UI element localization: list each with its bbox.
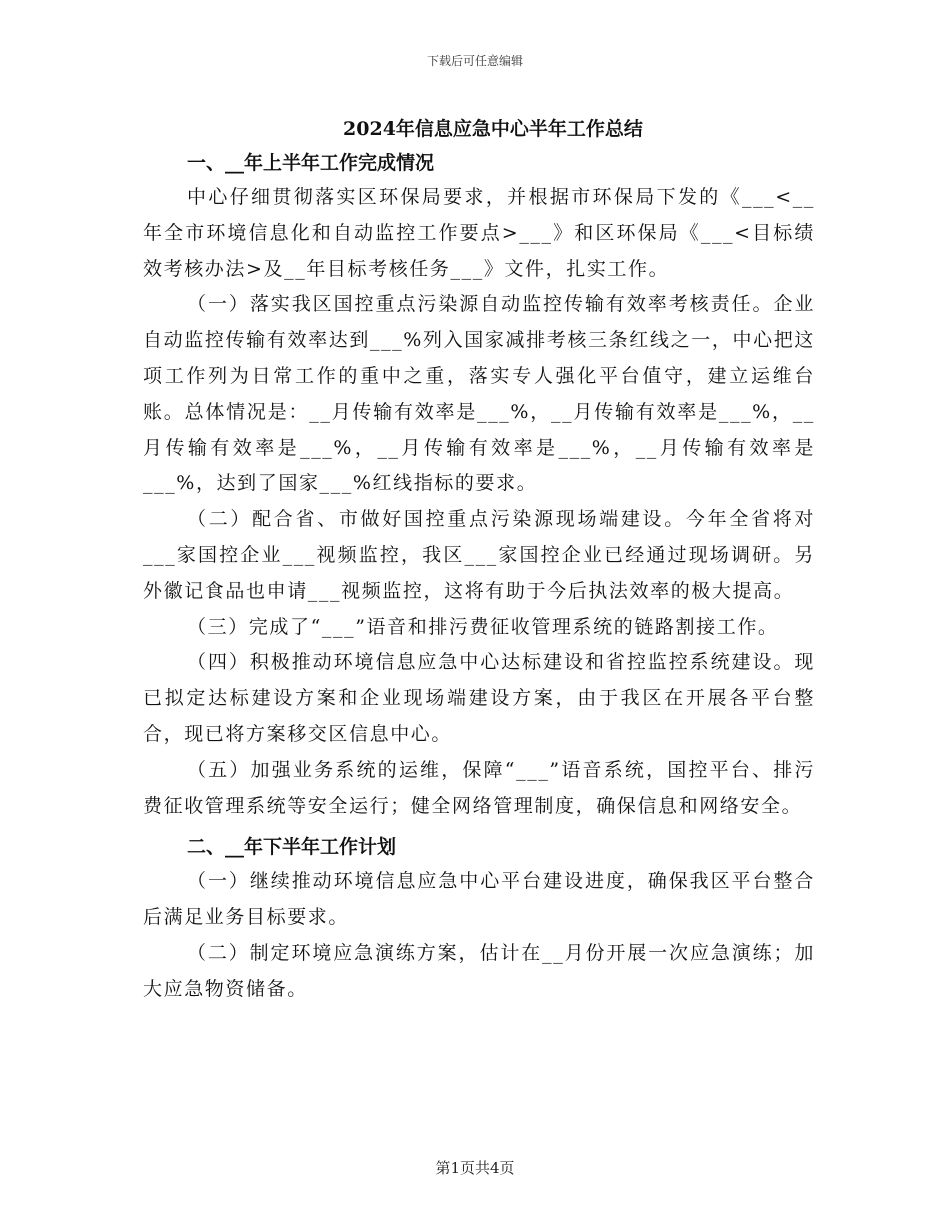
paragraph-item-4: （四）积极推动环境信息应急中心达标建设和省控监控系统建设。现已拟定达标建设方案和企业现场端建设方案，由于我区在开展各平台整合，现已将方案移交区信息中心。: [143, 651, 815, 745]
paragraph-item-2: （二）配合省、市做好国控重点污染源现场端建设。今年全省将对___家国控企业___视频监控，我区___家国控企业已经通过现场调研。另外徽记食品也申请___视频监控，这将有助于今后执法效率的极大提高。: [143, 508, 815, 602]
document-title: 2024年信息应急中心半年工作总结: [343, 118, 643, 140]
paragraph-item-3: （三）完成了“___”语音和排污费征收管理系统的链路割接工作。: [187, 615, 779, 638]
paragraph-intro: 中心仔细贯彻落实区环保局要求，并根据市环保局下发的《___<__年全市环境信息化和自动监控工作要点>___》和区环保局《___<目标绩效考核办法>及__年目标考核任务___》文件，扎实工作。: [143, 186, 815, 280]
paragraph-item-5: （五）加强业务系统的运维，保障“___”语音系统，国控平台、排污费征收管理系统等安全运行；健全网络管理制度，确保信息和网络安全。: [143, 758, 815, 817]
plan-item-1: （一）继续推动环境信息应急中心平台建设进度，确保我区平台整合后满足业务目标要求。: [143, 870, 815, 929]
document-body: [143, 112, 815, 1008]
page-header-note: 下载后可任意编辑: [426, 54, 523, 68]
paragraph-item-1: （一）落实我区国控重点污染源自动监控传输有效率考核责任。企业自动监控传输有效率达到___%列入国家减排考核三条红线之一，中心把这项工作列为日常工作的重中之重，落实专人强化平台值守，建立运维台账。总体情况是：__月传输有效率是___%，__月传输有效率是___%，__月传输有效率是___%，__月传输有效率是___%，__月传输有效率是___%，达到了国家___%红线指标的要求。: [143, 293, 815, 495]
page-number: 第1页共4页: [435, 1159, 515, 1177]
section-heading-first-half: 一、__年上半年工作完成情况: [187, 152, 435, 174]
section-heading-second-half: 二、__年下半年工作计划: [187, 836, 397, 859]
plan-item-2: （二）制定环境应急演练方案，估计在__月份开展一次应急演练；加大应急物资储备。: [143, 941, 815, 1000]
